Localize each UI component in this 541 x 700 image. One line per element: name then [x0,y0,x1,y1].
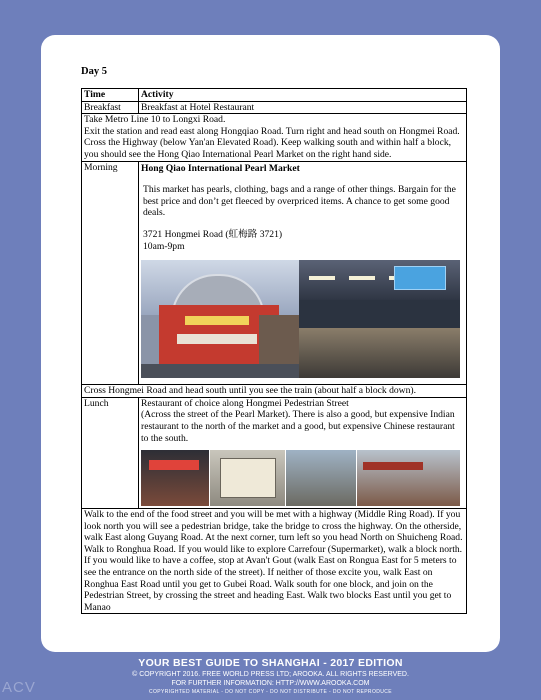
table-row [82,385,467,398]
table-row [82,509,467,614]
pearl-market-photo [141,260,460,378]
header-activity: Activity [139,89,467,102]
street-sign-photo [210,450,285,506]
footer-title: YOUR BEST GUIDE TO SHANGHAI - 2017 EDITION [138,657,403,669]
street-photo [286,450,356,506]
watermark: ACV [2,679,36,696]
morning-address: 3721 Hongmei Road (虹梅路 3721) [143,228,283,240]
lunch-place: Restaurant of choice along Hongmei Pedestrian Street [141,397,349,409]
pedestrian-street-photos [141,450,460,506]
document-page [41,35,500,652]
morning-description: This market has pearls, clothing, bags and a range of other things. Bargain for the best price and don’t get fleeced by overpriced items. A chance to get some good deals. [143,184,456,219]
morning-time: Morning [82,161,139,385]
footer-info: FOR FURTHER INFORMATION: HTTP://WWW.AROOKA.COM [171,680,370,687]
itinerary-table [81,88,467,614]
header-time: Time [82,89,139,102]
table-row [82,114,467,161]
market-interior-image [299,260,460,378]
morning-place: Hong Qiao International Pearl Market [141,162,300,174]
table-header-row [82,89,467,102]
directions-train: Cross Hongmei Road and head south until you see the train (about half a block down). [82,385,467,398]
table-row [82,161,467,385]
table-row [82,397,467,508]
lunch-activity [139,397,467,508]
morning-activity [139,161,467,385]
breakfast-activity: Breakfast at Hotel Restaurant [139,101,467,114]
lunch-time: Lunch [82,397,139,508]
restaurant-photo [141,450,209,506]
footer-copyright: © COPYRIGHT 2016. FREE WORLD PRESS LTD; AROOKA. ALL RIGHTS RESERVED. [132,671,409,678]
morning-hours: 10am-9pm [143,240,185,252]
directions-metro-walk: Exit the station and read east along Hongqiao Road. Turn right and head south on Hongmei Road. Cross the Highway (below Yan'an Elevated Road). Keep walking south and within half a block, you should see the Hong Qiao International Pearl Market on the right hand side. [84,125,460,160]
directions-metro [82,114,467,161]
breakfast-time: Breakfast [82,101,139,114]
day-title: Day 5 [81,66,107,77]
shops-photo [357,450,460,506]
directions-walk: Walk to the end of the food street and you will be met with a highway (Middle Ring Road). If you look north you will see a pedestrian bridge, take the bridge to cross the highway. On the otherside, walk East along Guyang Road. At the next corner, turn left so you head North on Shuicheng Road. Walk to Ronghua Road. If you would like to explore Carrefour (Supermarket), walk a block north. If you would like to have a coffee, stop at Avan't Gout (walk East on Rongua East for 5 meters to see the entrance on the north side of the street). If neither of those excite you, walk East on Ronghua East Road until you get to Gubei Road. Walk south for one block, and join on the Pedestrian Street, by crossing the street and heading East. Walk two blocks East until you get to Manao [82,509,467,614]
market-exterior-image [141,260,299,378]
directions-metro-line: Take Metro Line 10 to Longxi Road. [84,114,226,126]
lunch-description: (Across the street of the Pearl Market). There is also a good, but expensive Indian restaurant to the north of the market and a good, but expensive Chinese restaurant to the south. [141,409,455,444]
table-row [82,101,467,114]
footer-notice: COPYRIGHTED MATERIAL - DO NOT COPY - DO NOT DISTRIBUTE - DO NOT REPRODUCE [148,689,392,695]
